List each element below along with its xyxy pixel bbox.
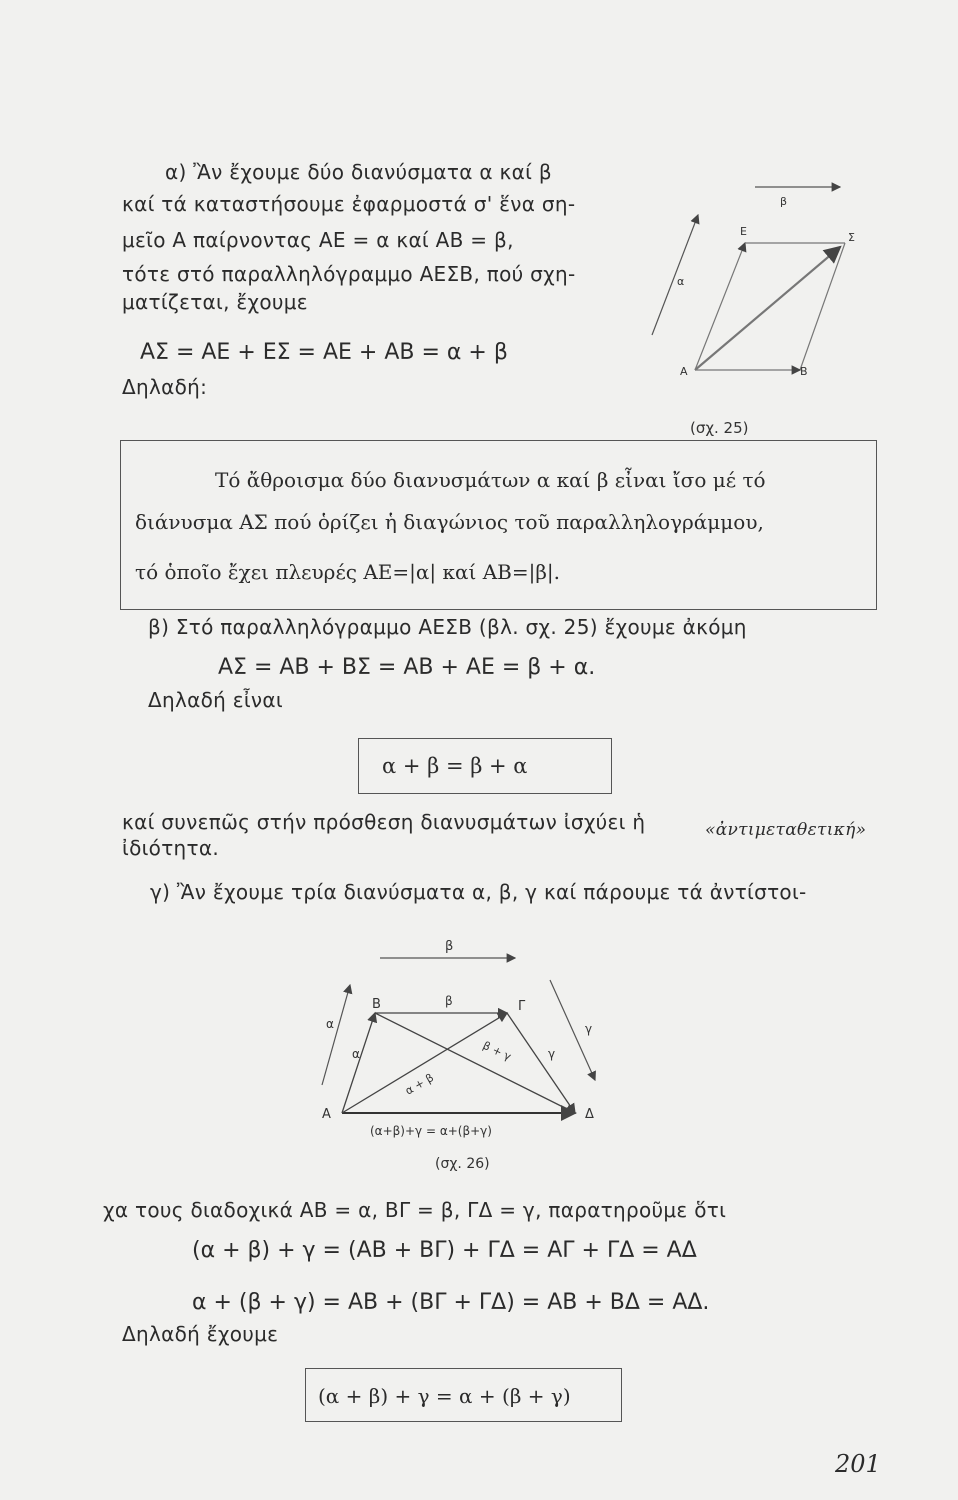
part-a-conclusion: Δηλαδή: [122, 375, 208, 399]
part-c-line-3: Δηλαδή ἔχουμε [122, 1322, 279, 1346]
point-D: Δ [585, 1107, 594, 1122]
vector-AG [342, 1013, 507, 1113]
part-a-line-1: α) Ἂν ἔχουμε δύο διανύσματα α καί β [165, 160, 552, 184]
part-b-equation: ΑΣ = ΑΒ + ΒΣ = ΑΒ + ΑΕ = β + α. [218, 655, 596, 680]
part-a-line-3: μεῖο Α παίρνοντας ΑΕ = α καί ΑΒ = β, [122, 228, 514, 252]
commutative-property-name: «ἀντιμεταθετική» [705, 820, 867, 840]
vector-BD [375, 1013, 575, 1113]
vector-AS-diagonal [695, 247, 840, 370]
part-b-line-2: Δηλαδή εἶναι [148, 688, 283, 712]
alpha-free-vector [652, 215, 698, 335]
definition-line-2: διάνυσμα ΑΣ πού ὁρίζει ἡ διαγώνιος τοῦ παραλληλογράμμου, [135, 510, 764, 534]
part-c-line-1: γ) Ἂν ἔχουμε τρία διανύσματα α, β, γ καί πάρουμε τά ἀντίστοι- [150, 880, 807, 904]
point-B: Β [800, 365, 808, 378]
beta-plus-gamma-label: β + γ [480, 1038, 514, 1064]
associative-formula: (α + β) + γ = α + (β + γ) [318, 1384, 571, 1408]
alpha-left-label: α [326, 1017, 334, 1031]
beta-label: β [780, 195, 788, 208]
part-b-line-3: καί συνεπῶς στήν πρόσθεση διανυσμάτων ἰσχύει ἡ [122, 810, 646, 834]
point-G: Γ [518, 999, 526, 1014]
vector-AE [695, 243, 745, 370]
point-A: Α [680, 365, 688, 378]
beta-mid-label: β [445, 994, 453, 1008]
figure-25 [640, 175, 880, 445]
alpha-inner-label: α [352, 1047, 360, 1061]
point-E: Ε [740, 225, 747, 238]
point-S: Σ [848, 231, 855, 244]
vector-GD [507, 1013, 575, 1113]
point-B: Β [372, 997, 381, 1012]
part-a-line-2: καί τά καταστήσουμε ἐφαρμοστά σ' ἕνα ση- [122, 192, 576, 216]
figure-26 [310, 930, 630, 1180]
part-c-equation-1: (α + β) + γ = (ΑΒ + ΒΓ) + ΓΔ = ΑΓ + ΓΔ = ΑΔ [192, 1238, 697, 1263]
figure-25-caption: (σχ. 25) [690, 419, 749, 437]
part-c-equation-2: α + (β + γ) = ΑΒ + (ΒΓ + ΓΔ) = ΑΒ + ΒΔ = ΑΔ. [192, 1290, 710, 1315]
part-b-line-1: β) Στό παραλληλόγραμμο ΑΕΣΒ (βλ. σχ. 25) ἔχουμε ἀκόμη [148, 615, 747, 639]
gamma-inner-label: γ [548, 1047, 556, 1061]
page-number: 201 [835, 1450, 881, 1478]
part-a-line-5: ματίζεται, ἔχουμε [122, 290, 308, 314]
definition-line-1: Τό ἄθροισμα δύο διανυσμάτων α καί β εἶναι ἴσο μέ τό [215, 468, 766, 492]
gamma-right-label: γ [585, 1022, 593, 1036]
alpha-free-vector [322, 985, 350, 1085]
part-c-line-2: χα τους διαδοχικά ΑΒ = α, ΒΓ = β, ΓΔ = γ, παρατηροῦμε ὅτι [103, 1198, 727, 1222]
part-b-line-4: ἰδιότητα. [122, 836, 220, 860]
figure-26-formula: (α+β)+γ = α+(β+γ) [370, 1124, 492, 1138]
definition-line-3: τό ὁποῖο ἔχει πλευρές ΑΕ=|α| καί ΑΒ=|β|. [135, 560, 560, 584]
commutative-formula: α + β = β + α [382, 754, 528, 778]
part-a-line-4: τότε στό παραλληλόγραμμο ΑΕΣΒ, πού σχη- [122, 262, 576, 286]
vector-AB [342, 1013, 375, 1113]
part-a-equation: ΑΣ = ΑΕ + ΕΣ = ΑΕ + ΑΒ = α + β [140, 340, 508, 365]
beta-top-label: β [445, 939, 454, 954]
point-A: Α [322, 1107, 331, 1122]
alpha-label: α [677, 275, 685, 288]
figure-26-caption: (σχ. 26) [435, 1156, 490, 1172]
alpha-plus-beta-label: α + β [403, 1071, 436, 1098]
